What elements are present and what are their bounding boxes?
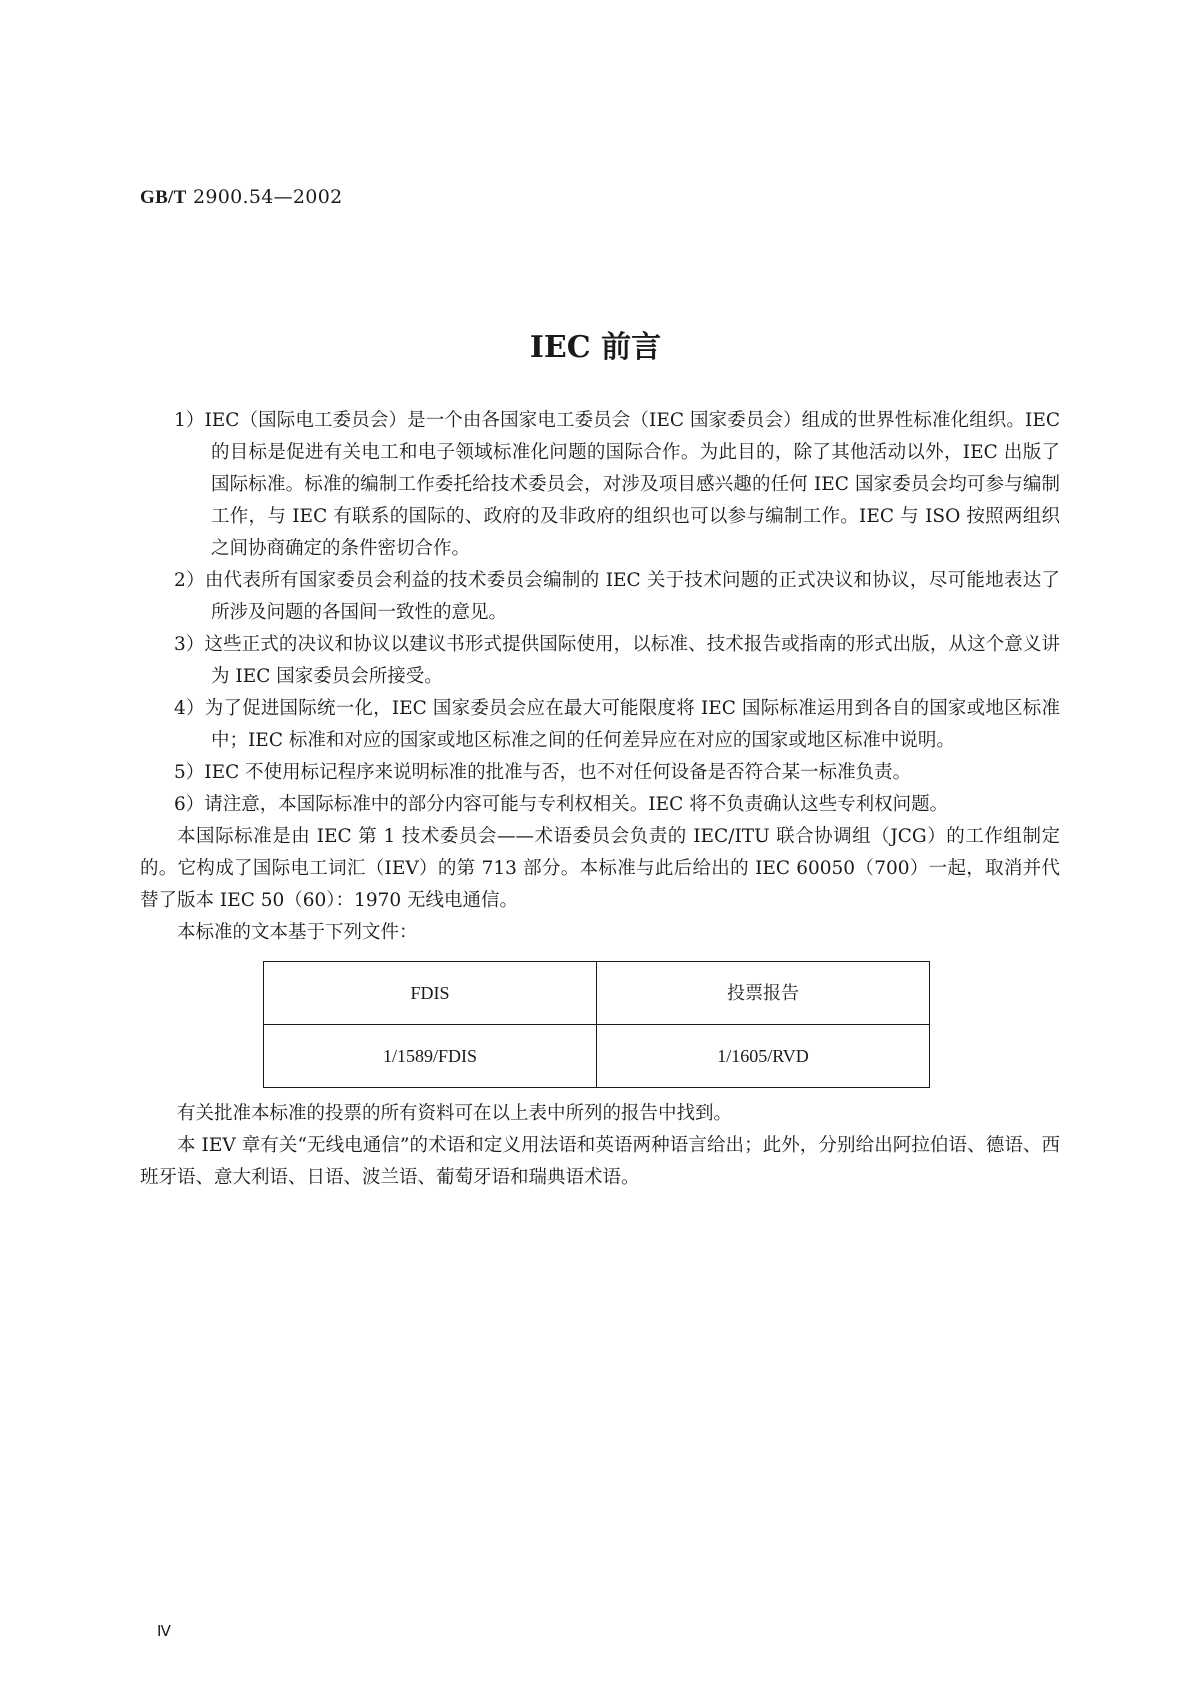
paragraph-text-based: 本标准的文本基于下列文件：	[177, 922, 418, 943]
document-code	[140, 186, 342, 209]
standard-prefix: GB/T	[140, 187, 187, 208]
standard-number: 2900.54—2002	[192, 186, 343, 208]
table-header-row	[264, 962, 930, 1025]
list-item-4: 4）为了促进国际统一化，IEC 国家委员会应在最大可能限度将 IEC 国际标准运用到各自的国家或地区标准中；IEC 标准和对应的国家或地区标准之间的任何差异应在对应的国家或地区标准中说明。	[174, 698, 1060, 751]
page-title: IEC 前言	[529, 330, 662, 365]
table-cell: 1/1589/FDIS	[264, 1025, 597, 1088]
page-number: Ⅳ	[157, 1624, 171, 1640]
list-item-1: 1）IEC（国际电工委员会）是一个由各国家电工委员会（IEC 国家委员会）组成的世界性标准化组织。IEC 的目标是促进有关电工和电子领域标准化问题的国际合作。为此目的，除了其他活动以外，IEC 出版了国际标准。标准的编制工作委托给技术委员会，对涉及项目感兴趣的任何 IEC 国家委员会均可参与编制工作，与 IEC 有联系的国际的、政府的及非政府的组织也可以参与编制工作。IEC 与 ISO 按照两组织之间协商确定的条件密切合作。	[174, 410, 1060, 559]
document-body	[140, 405, 1060, 1194]
table-header-cell: 投票报告	[597, 962, 930, 1025]
table-cell: 1/1605/RVD	[597, 1025, 930, 1088]
list-item-2: 2）由代表所有国家委员会利益的技术委员会编制的 IEC 关于技术问题的正式决议和协议，尽可能地表达了所涉及问题的各国间一致性的意见。	[174, 570, 1060, 623]
table-row	[264, 1025, 930, 1088]
table-header-cell: FDIS	[264, 962, 597, 1025]
list-item-6: 6）请注意，本国际标准中的部分内容可能与专利权相关。IEC 将不负责确认这些专利权问题。	[174, 794, 949, 815]
list-item-3: 3）这些正式的决议和协议以建议书形式提供国际使用，以标准、技术报告或指南的形式出版，从这个意义讲为 IEC 国家委员会所接受。	[174, 634, 1060, 687]
paragraph-languages: 本 IEV 章有关“无线电通信”的术语和定义用法语和英语两种语言给出；此外，分别给出阿拉伯语、德语、西班牙语、意大利语、日语、波兰语、葡萄牙语和瑞典语术语。	[140, 1135, 1060, 1188]
list-item-5: 5）IEC 不使用标记程序来说明标准的批准与否，也不对任何设备是否符合某一标准负责。	[174, 762, 912, 783]
paragraph-basis: 本国际标准是由 IEC 第 1 技术委员会——术语委员会负责的 IEC/ITU 联合协调组（JCG）的工作组制定的。它构成了国际电工词汇（IEV）的第 713 部分。本标准与此后给出的 IEC 60050（700）一起，取消并代替了版本 IEC 50（60）：1970 无线电通信。	[140, 826, 1060, 911]
documents-table	[263, 961, 930, 1088]
paragraph-voting: 有关批准本标准的投票的所有资料可在以上表中所列的报告中找到。	[177, 1103, 733, 1124]
